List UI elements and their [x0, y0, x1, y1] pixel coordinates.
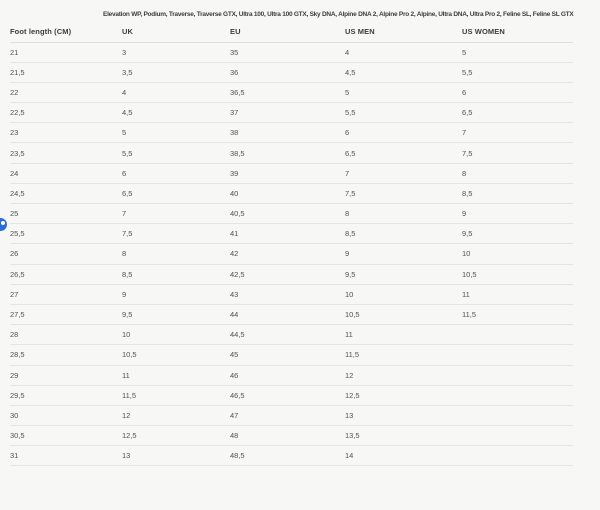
size-cell: 29,5: [10, 385, 122, 405]
size-cell: 12,5: [122, 426, 230, 446]
size-cell: 14: [345, 446, 462, 466]
size-cell: 10: [122, 325, 230, 345]
table-row: [10, 325, 573, 345]
table-row: [10, 405, 573, 425]
size-cell: 5: [122, 123, 230, 143]
size-cell: 38,5: [230, 143, 345, 163]
size-cell: 27: [10, 284, 122, 304]
size-cell: 5,5: [462, 62, 573, 82]
size-cell: 4: [345, 42, 462, 62]
table-row: [10, 183, 573, 203]
size-cell: 11,5: [122, 385, 230, 405]
size-cell: 12: [345, 365, 462, 385]
table-row: [10, 284, 573, 304]
column-header-foot-length-cm: Foot length (CM): [10, 21, 122, 42]
table-header-row: [10, 21, 573, 42]
table-row: [10, 62, 573, 82]
table-header: [10, 21, 573, 42]
table-row: [10, 304, 573, 324]
size-cell: 11: [345, 325, 462, 345]
size-cell: 11: [122, 365, 230, 385]
size-cell: 46,5: [230, 385, 345, 405]
size-cell: 29: [10, 365, 122, 385]
table-row: [10, 42, 573, 62]
size-cell: 39: [230, 163, 345, 183]
size-cell: 40,5: [230, 204, 345, 224]
size-cell: 6,5: [462, 103, 573, 123]
size-cell: [462, 405, 573, 425]
size-cell: 7,5: [122, 224, 230, 244]
size-cell: 9: [462, 204, 573, 224]
table-row: [10, 264, 573, 284]
size-cell: 8,5: [345, 224, 462, 244]
size-chart-page: [0, 11, 600, 510]
size-cell: 13: [345, 405, 462, 425]
size-cell: 21: [10, 42, 122, 62]
size-cell: 11,5: [462, 304, 573, 324]
size-cell: 47: [230, 405, 345, 425]
table-row: [10, 244, 573, 264]
accessibility-widget-icon: [1, 221, 5, 225]
column-header-us-women: US WOMEN: [462, 21, 573, 42]
size-cell: [462, 446, 573, 466]
size-cell: 6: [345, 123, 462, 143]
table-row: [10, 82, 573, 102]
table-row: [10, 143, 573, 163]
table-row: [10, 365, 573, 385]
size-cell: 6: [462, 82, 573, 102]
size-cell: 25: [10, 204, 122, 224]
size-cell: 11,5: [345, 345, 462, 365]
size-cell: 7,5: [462, 143, 573, 163]
size-cell: 48,5: [230, 446, 345, 466]
accessibility-widget-button[interactable]: [0, 218, 7, 231]
size-cell: 8,5: [122, 264, 230, 284]
size-cell: 10: [462, 244, 573, 264]
size-cell: [462, 325, 573, 345]
size-cell: 4,5: [345, 62, 462, 82]
size-cell: 9,5: [122, 304, 230, 324]
size-cell: 12: [122, 405, 230, 425]
table-row: [10, 224, 573, 244]
size-cell: 45: [230, 345, 345, 365]
size-conversion-table: [10, 21, 573, 466]
size-cell: 5: [345, 82, 462, 102]
size-cell: 7: [462, 123, 573, 143]
size-cell: 8: [345, 204, 462, 224]
size-cell: 9,5: [462, 224, 573, 244]
size-cell: 5: [462, 42, 573, 62]
size-cell: 42: [230, 244, 345, 264]
size-cell: 26: [10, 244, 122, 264]
size-cell: 46: [230, 365, 345, 385]
size-cell: 35: [230, 42, 345, 62]
size-cell: 7,5: [345, 183, 462, 203]
table-row: [10, 385, 573, 405]
size-cell: 40: [230, 183, 345, 203]
size-cell: 28: [10, 325, 122, 345]
shoe-models-title: Elevation WP, Podium, Traverse, Traverse GTX, Ultra 100, Ultra 100 GTX, Sky DNA, Alpine DNA 2, Alpine Pro 2, Alpine, Ultra DNA, Ultra Pro 2, Feline SL, Feline SL GTX: [103, 11, 574, 18]
size-cell: 37: [230, 103, 345, 123]
size-cell: 43: [230, 284, 345, 304]
size-cell: [462, 385, 573, 405]
size-cell: 26,5: [10, 264, 122, 284]
size-cell: 9: [122, 284, 230, 304]
table-row: [10, 426, 573, 446]
size-cell: 23,5: [10, 143, 122, 163]
size-cell: 42,5: [230, 264, 345, 284]
size-cell: [462, 426, 573, 446]
size-cell: 22,5: [10, 103, 122, 123]
size-cell: 6,5: [122, 183, 230, 203]
size-cell: [462, 345, 573, 365]
size-cell: 10,5: [462, 264, 573, 284]
column-header-eu: EU: [230, 21, 345, 42]
size-cell: 38: [230, 123, 345, 143]
size-cell: 5,5: [345, 103, 462, 123]
size-cell: 9,5: [345, 264, 462, 284]
size-cell: 4: [122, 82, 230, 102]
size-cell: 48: [230, 426, 345, 446]
size-cell: 7: [345, 163, 462, 183]
size-cell: 12,5: [345, 385, 462, 405]
size-cell: 10: [345, 284, 462, 304]
size-cell: 8,5: [462, 183, 573, 203]
size-cell: 41: [230, 224, 345, 244]
table-body: [10, 42, 573, 466]
size-cell: 24: [10, 163, 122, 183]
size-cell: 30: [10, 405, 122, 425]
size-cell: 36: [230, 62, 345, 82]
size-cell: 3: [122, 42, 230, 62]
size-cell: 3,5: [122, 62, 230, 82]
size-cell: 6: [122, 163, 230, 183]
size-cell: 11: [462, 284, 573, 304]
size-cell: 6,5: [345, 143, 462, 163]
size-cell: 21,5: [10, 62, 122, 82]
size-cell: [462, 365, 573, 385]
size-cell: 8: [122, 244, 230, 264]
column-header-uk: UK: [122, 21, 230, 42]
size-cell: 5,5: [122, 143, 230, 163]
size-cell: 10,5: [345, 304, 462, 324]
size-cell: 7: [122, 204, 230, 224]
size-cell: 31: [10, 446, 122, 466]
size-cell: 8: [462, 163, 573, 183]
size-cell: 36,5: [230, 82, 345, 102]
table-row: [10, 103, 573, 123]
size-cell: 28,5: [10, 345, 122, 365]
table-row: [10, 345, 573, 365]
size-cell: 4,5: [122, 103, 230, 123]
size-cell: 9: [345, 244, 462, 264]
table-row: [10, 446, 573, 466]
size-cell: 24,5: [10, 183, 122, 203]
size-cell: 22: [10, 82, 122, 102]
size-cell: 27,5: [10, 304, 122, 324]
size-cell: 25,5: [10, 224, 122, 244]
size-cell: 44,5: [230, 325, 345, 345]
size-cell: 44: [230, 304, 345, 324]
size-cell: 23: [10, 123, 122, 143]
size-cell: 10,5: [122, 345, 230, 365]
table-row: [10, 163, 573, 183]
column-header-us-men: US MEN: [345, 21, 462, 42]
table-row: [10, 123, 573, 143]
size-cell: 13,5: [345, 426, 462, 446]
size-cell: 30,5: [10, 426, 122, 446]
table-row: [10, 204, 573, 224]
size-cell: 13: [122, 446, 230, 466]
